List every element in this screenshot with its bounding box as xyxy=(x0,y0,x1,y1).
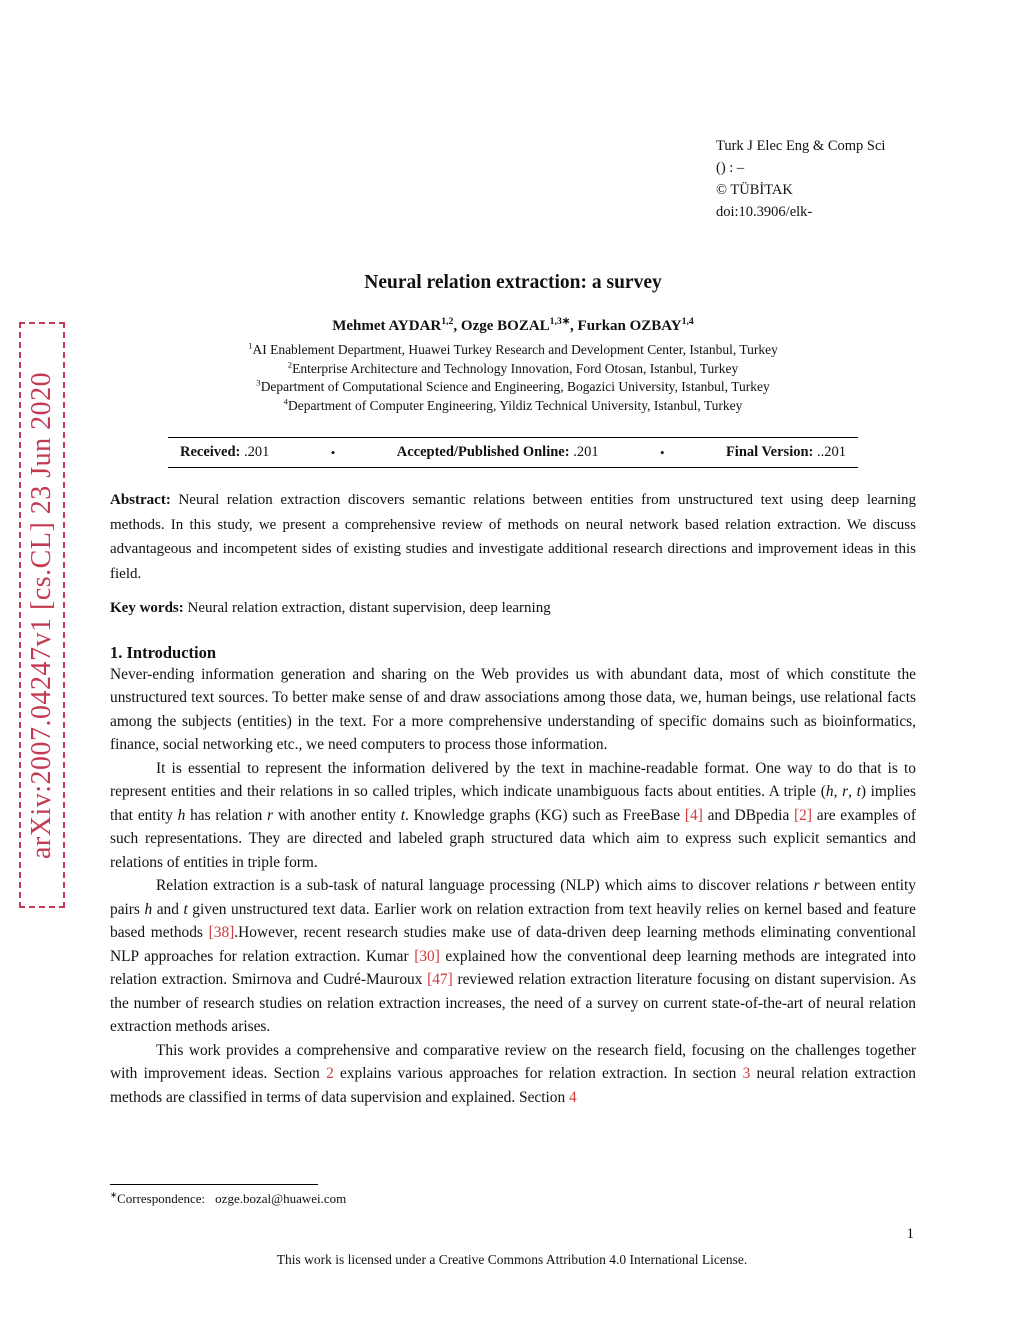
text-run: . Knowledge graphs (KG) such as FreeBase xyxy=(405,806,685,824)
accepted-date xyxy=(397,444,599,461)
footnote-label: Correspondence: xyxy=(117,1191,206,1206)
abstract-text: Neural relation extraction discovers semantic relations between entities from unstructured text using deep learning methods. In this study, we present a comprehensive review of methods on neural network based relation extraction. We discuss advantageous and incompetent sides of existing studies and investigate additional research directions and improvement ideas in this field. xyxy=(110,492,916,582)
text-run: between entity pairs xyxy=(110,877,916,918)
affiliation-number: 3 xyxy=(256,377,261,388)
text-run: 1,3∗ xyxy=(549,316,571,327)
correspondence-email[interactable]: ozge.bozal@huawei.com xyxy=(215,1191,347,1206)
text-run: Relation extraction is a sub-task of natural language processing (NLP) which aims to discover relations xyxy=(156,877,814,894)
keywords-text: Neural relation extraction, distant supervision, deep learning xyxy=(183,600,551,616)
journal-name: Turk J Elec Eng & Comp Sci xyxy=(716,138,886,154)
affiliation-text: Department of Computational Science and Engineering, Bogazici University, Istanbul, Turkey xyxy=(260,379,770,394)
journal-copyright: © TÜBİTAK xyxy=(716,182,793,198)
intro-paragraph-3 xyxy=(110,874,916,1039)
text-run: , xyxy=(848,783,857,800)
text-run: reviewed relation extraction literature focusing on distant supervision. As the number of research studies on relation extraction increases, the need of a survey on current state-of-the-art of neural relation extraction methods arises. xyxy=(110,971,916,1035)
text-run: , Furkan OZBAY xyxy=(570,318,682,334)
text-run: explains various approaches for relation extraction. In section xyxy=(333,1065,743,1082)
dates-bar xyxy=(168,437,858,468)
text-run: , xyxy=(833,783,843,800)
paper-title: Neural relation extraction: a survey xyxy=(364,272,662,293)
journal-header xyxy=(716,135,885,223)
text-run: and DBpedia xyxy=(702,806,795,824)
text-run: t xyxy=(183,900,188,918)
affiliation-text: Department of Computer Engineering, Yildiz Technical University, Istanbul, Turkey xyxy=(287,397,743,413)
footnote-rule xyxy=(110,1184,318,1185)
arxiv-watermark: arXiv:2007.04247v1 [cs.CL] 23 Jun 2020 xyxy=(19,322,65,908)
text-run: t xyxy=(400,806,405,824)
affiliations xyxy=(110,341,916,415)
affiliation-number: 2 xyxy=(287,359,293,369)
citation-link[interactable]: 2 xyxy=(326,1065,334,1082)
text-run: 1,4 xyxy=(681,316,694,327)
received-label: Received: xyxy=(180,444,241,460)
text-run: .However, recent research studies make use of data-driven deep learning methods eliminating conventional NLP approaches for relation extraction. Kumar xyxy=(110,924,916,965)
keywords-label: Key words: xyxy=(110,600,184,616)
intro-paragraph-2 xyxy=(110,757,916,875)
final-version-value: ..201 xyxy=(813,444,846,460)
affiliation-text: AI Enablement Department, Huawei Turkey Research and Development Center, Istanbul, Turkey xyxy=(252,342,778,357)
bullet-separator: • xyxy=(330,444,336,460)
text-run: , Ozge BOZAL xyxy=(453,318,550,334)
affiliation-line xyxy=(110,378,916,397)
journal-doi: doi:10.3906/elk- xyxy=(716,204,813,220)
section-heading-introduction: 1. Introduction xyxy=(110,642,217,662)
text-run: given unstructured text data. Earlier work on relation extraction from text heavily relies on kernel based and feature based methods xyxy=(110,900,916,941)
citation-link[interactable]: 3 xyxy=(742,1065,751,1082)
text-run: h xyxy=(825,783,834,800)
text-run: and xyxy=(152,900,184,918)
abstract-label: Abstract: xyxy=(110,492,171,508)
bullet-separator: • xyxy=(659,444,665,460)
abstract xyxy=(110,488,916,586)
citation-link[interactable]: [30] xyxy=(414,947,440,965)
text-run: This work provides a comprehensive and comparative review on the research field, focusing on the challenges together with improvement ideas. Section xyxy=(110,1041,916,1082)
text-run: 1,2 xyxy=(441,316,454,327)
accepted-label: Accepted/Published Online: xyxy=(396,444,570,460)
citation-link[interactable]: [47] xyxy=(427,971,453,988)
affiliation-text: Enterprise Architecture and Technology Innovation, Ford Otosan, Istanbul, Turkey xyxy=(292,360,739,376)
page-number: 1 xyxy=(906,1226,914,1242)
intro-paragraph-4 xyxy=(110,1039,916,1110)
text-run: neural relation extraction methods are classified in terms of data supervision and explained. Section xyxy=(110,1065,916,1106)
received-date xyxy=(180,444,269,461)
footnote-marker: ∗ xyxy=(110,1189,118,1200)
citation-link[interactable]: [38] xyxy=(208,924,235,941)
citation-link[interactable]: [2] xyxy=(794,806,812,824)
affiliation-number: 4 xyxy=(283,396,288,406)
text-run: explained how the conventional deep learning methods are integrated into relation extraction. Smirnova and Cudré-Mauroux xyxy=(110,947,916,988)
received-value: .201 xyxy=(240,444,270,460)
text-run: Never-ending information generation and sharing on the Web provides us with abundant data, most of which constitute the unstructured text sources. To better make sense of and draw associations among those data, we, human beings, use relational facts among the subjects (entities) in the text. For a more comprehensive understanding of specific domains such as bioinformatics, finance, social networking etc., we need computers to process those information. xyxy=(110,665,916,753)
text-run: are examples of such representations. They are directed and labeled graph structured data which aim to express such explicit semantics and relations of entities in triple form. xyxy=(110,806,916,871)
accepted-value: .201 xyxy=(569,444,599,460)
affiliation-line xyxy=(110,341,916,360)
citation-link[interactable]: [4] xyxy=(684,806,703,824)
final-version-date xyxy=(726,444,846,461)
text-run: with another entity xyxy=(273,806,401,824)
intro-paragraph-1 xyxy=(110,663,916,757)
text-run: has relation xyxy=(185,806,268,824)
content-column xyxy=(110,272,916,1186)
license-footer: This work is licensed under a Creative Commons Attribution 4.0 International License. xyxy=(276,1252,748,1267)
correspondence-footnote xyxy=(110,1191,916,1207)
final-version-label: Final Version: xyxy=(725,444,814,460)
text-run: It is essential to represent the information delivered by the text in machine-readable format. One way to do that is to represent entities and their relations in so called triples, which indicate unambiguous facts about entities. A triple ( xyxy=(110,759,916,800)
text-run: h xyxy=(177,806,186,824)
text-run: h xyxy=(144,900,153,918)
text-run: t xyxy=(856,783,861,800)
keywords xyxy=(110,596,916,621)
citation-link[interactable]: 4 xyxy=(569,1088,577,1106)
affiliation-number: 1 xyxy=(248,340,253,351)
journal-issue: () : – xyxy=(716,160,745,176)
footnote-block xyxy=(110,1184,916,1207)
affiliation-line xyxy=(110,360,916,379)
affiliation-line xyxy=(110,397,916,416)
text-run: ) implies that entity xyxy=(110,783,916,824)
text-run: r xyxy=(842,783,849,800)
authors-line xyxy=(110,318,916,335)
text-run: r xyxy=(813,877,820,894)
text-run: Mehmet AYDAR xyxy=(332,318,442,334)
text-run: r xyxy=(267,806,274,824)
